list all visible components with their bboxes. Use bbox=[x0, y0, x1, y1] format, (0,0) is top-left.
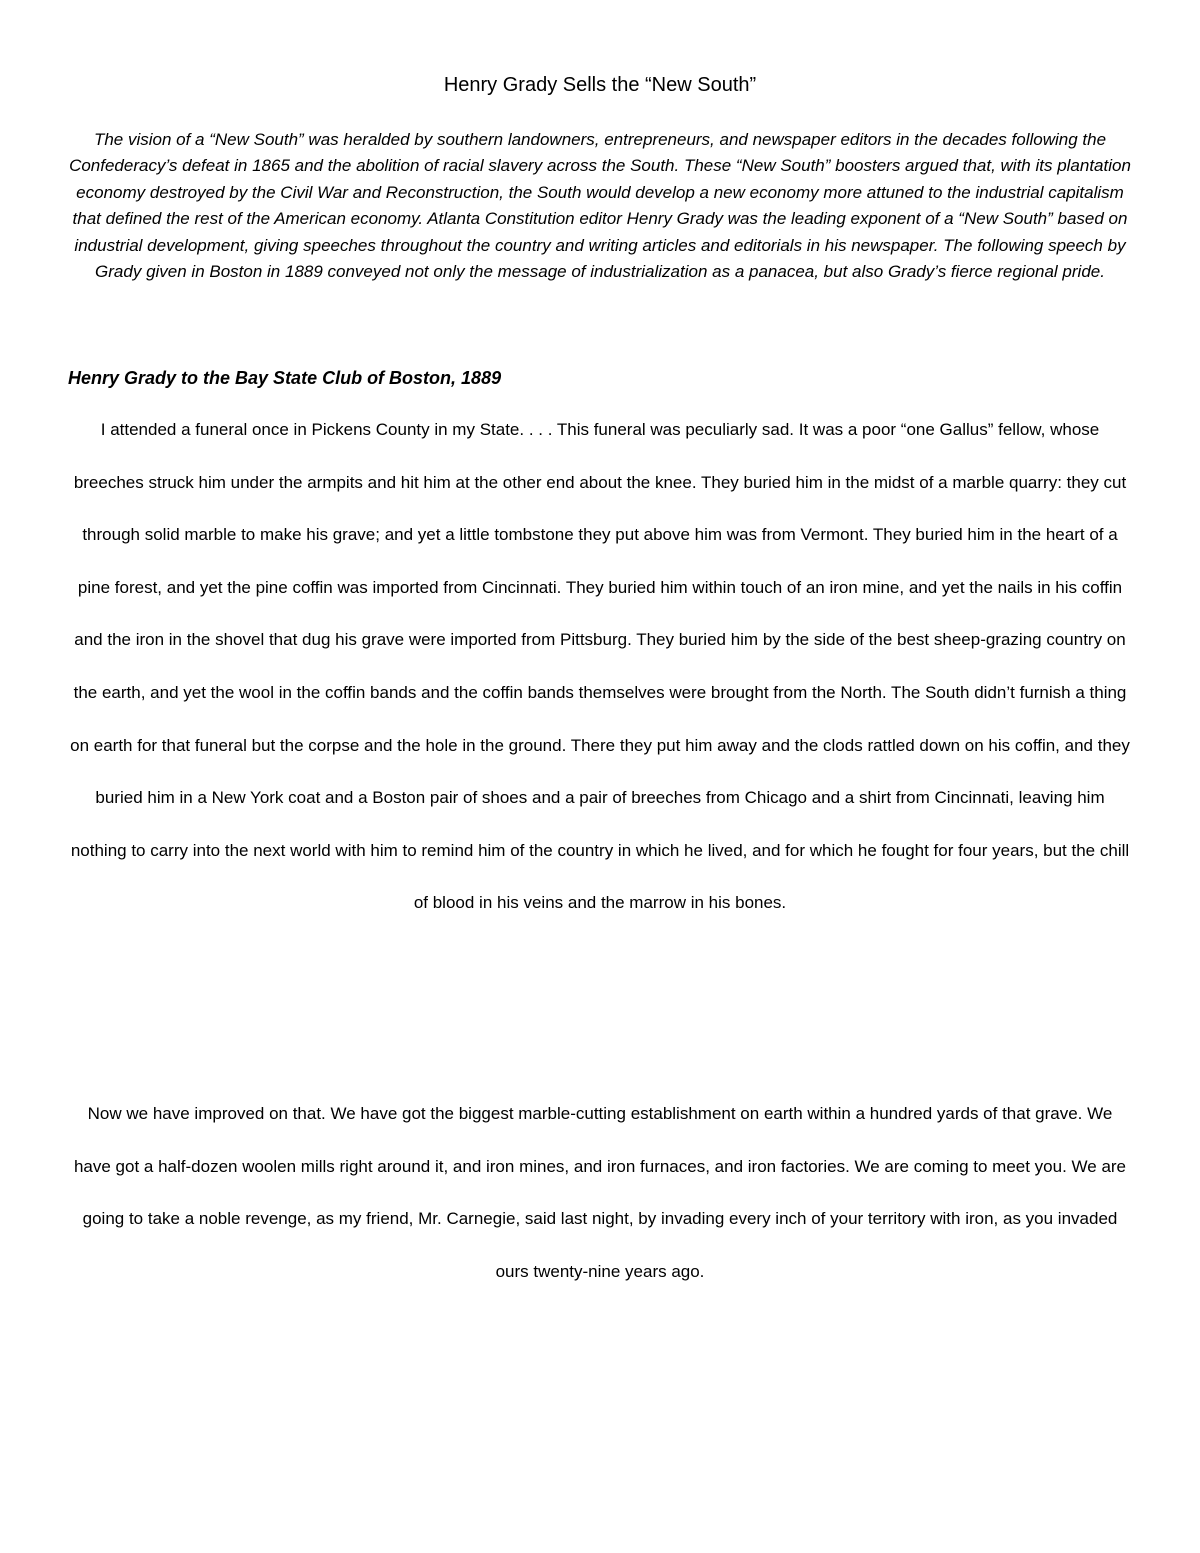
speech-paragraph-2: Now we have improved on that. We have got the biggest marble-cutting establishment on earth within a hundred yards of that grave. We have got a half-dozen woolen mills right around it, and iron mines, and iron furnaces, and iron factories. We are coming to meet you. We are going to take a noble revenge, as my friend, Mr. Carnegie, said last night, by invading every inch of your territory with iron, as you invaded ours twenty-nine years ago. bbox=[73, 1104, 1127, 1281]
document-title: Henry Grady Sells the “New South” bbox=[443, 74, 757, 96]
intro-paragraph: The vision of a “New South” was heralded by southern landowners, entrepreneurs, and newspaper editors in the decades following the Confederacy’s defeat in 1865 and the abolition of racial slavery across the South. These “New South” boosters argued that, with its plantation economy destroyed by the Civil War and Reconstruction, the South would develop a new economy more attuned to the industrial capitalism that defined the rest of the American economy. Atlanta Constitution editor Henry Grady was the leading exponent of a “New South” based on industrial development, giving speeches throughout the country and writing articles and editorials in his newspaper. The following speech by Grady given in Boston in 1889 conveyed not only the message of industrialization as a panacea, but also Grady’s fierce regional pride. bbox=[69, 130, 1131, 282]
speech-heading: Henry Grady to the Bay State Club of Boston, 1889 bbox=[68, 368, 502, 388]
speech-paragraph-1: I attended a funeral once in Pickens County in my State. . . . This funeral was peculiarly sad. It was a poor “one Gallus” fellow, whose breeches struck him under the armpits and hit him at the other end about the knee. They buried him in the midst of a marble quarry: they cut through solid marble to make his grave; and yet a little tombstone they put above him was from Vermont. They buried him in the heart of a pine forest, and yet the pine coffin was imported from Cincinnati. They buried him within touch of an iron mine, and yet the nails in his coffin and the iron in the shovel that dug his grave were imported from Pittsburg. They buried him by the side of the best sheep-grazing country on the earth, and yet the wool in the coffin bands and the coffin bands themselves were brought from the North. The South didn’t furnish a thing on earth for that funeral but the corpse and the hole in the ground. There they put him away and the clods rattled down on his coffin, and they buried him in a New York coat and a Boston pair of shoes and a pair of breeches from Chicago and a shirt from Cincinnati, leaving him nothing to carry into the next world with him to remind him of the country in which he lived, and for which he fought for four years, but the chill of blood in his veins and the marrow in his bones. bbox=[70, 420, 1130, 913]
